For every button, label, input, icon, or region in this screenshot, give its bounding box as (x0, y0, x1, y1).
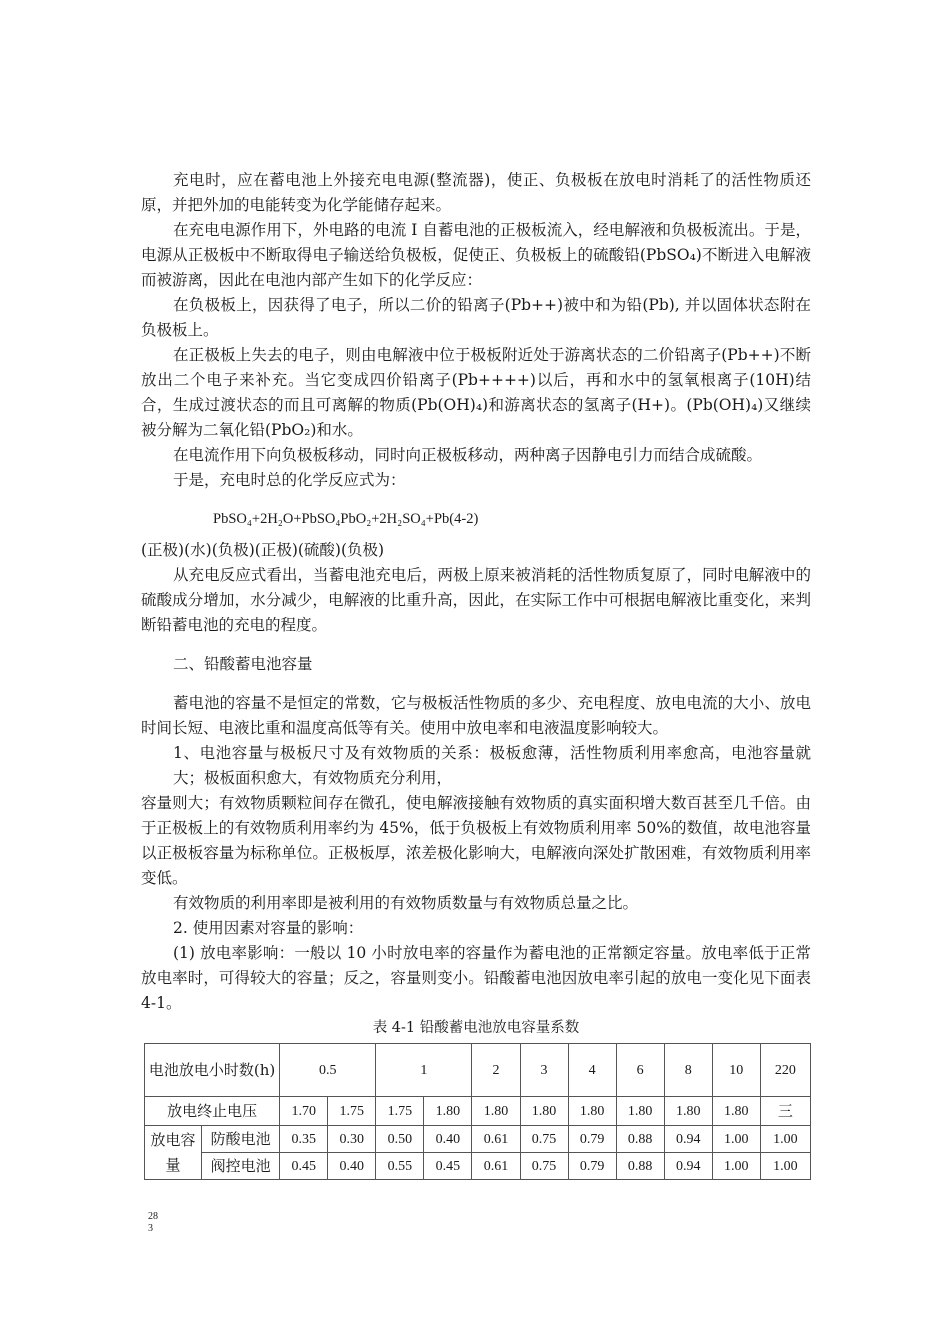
paragraph: (1) 放电率影响：一般以 10 小时放电率的容量作为蓄电池的正常额定容量。放电率低于正常放电率时，可得较大的容量；反之，容量则变小。铅酸蓄电池因放电率引起的放电一变化见下面表 4-1。 (141, 944, 811, 1012)
table-cell: 1.70 (280, 1097, 328, 1126)
table-cell: 0.5 (280, 1044, 376, 1097)
table-cell: 0.75 (520, 1153, 568, 1180)
table-row-label: 阀控电池 (202, 1153, 280, 1180)
table-cell: 0.79 (568, 1153, 616, 1180)
paragraph: 充电时，应在蓄电池上外接充电电源(整流器)，使正、负极板在放电时消耗了的活性物质还原，并把外加的电能转变为化学能储存起来。 (141, 171, 811, 214)
table-cell: 0.35 (280, 1126, 328, 1153)
table-cell: 三 (760, 1097, 810, 1126)
section-heading: 二、铅酸蓄电池容量 (173, 655, 313, 673)
table-cell: 0.45 (424, 1153, 472, 1180)
table-cell: 1.80 (568, 1097, 616, 1126)
paragraph: 在电流作用下向负极板移动，同时向正极板移动，两种离子因静电引力而结合成硫酸。 (173, 446, 763, 464)
table-cell: 1.75 (376, 1097, 424, 1126)
table-row (145, 1097, 811, 1126)
table-cell: 4 (568, 1044, 616, 1097)
table-cell: 0.45 (280, 1153, 328, 1180)
paragraph: 容量则大；有效物质颗粒间存在微孔，使电解液接触有效物质的真实面积增大数百甚至几千倍。由于正极板上的有效物质利用率约为 45%，低于负极板上有效物质利用率 50%的数值，故电池容量以正极板容量为标称单位。正极板厚，浓差极化影响大，电解液向深处扩散困难，有效物质利用率变低。 (141, 794, 811, 887)
table-cell: 10 (712, 1044, 760, 1097)
table-cell: 220 (760, 1044, 810, 1097)
table-row (145, 1126, 811, 1153)
table-cell: 1.75 (328, 1097, 376, 1126)
table-cell: 0.88 (616, 1153, 664, 1180)
paragraph: 1、电池容量与极板尺寸及有效物质的关系：极板愈薄，活性物质利用率愈高，电池容量就大；极板面积愈大，有效物质充分利用， (173, 744, 811, 787)
table-cell: 1 (376, 1044, 472, 1097)
table-cell: 0.30 (328, 1126, 376, 1153)
table-cell: 1.80 (616, 1097, 664, 1126)
table-caption: 表 4-1 铅酸蓄电池放电容量系数 (372, 1020, 580, 1036)
capacity-table (144, 1043, 811, 1180)
table-cell: 2 (472, 1044, 520, 1097)
table-cell: 0.75 (520, 1126, 568, 1153)
table-cell: 6 (616, 1044, 664, 1097)
paragraph: 在充电电源作用下，外电路的电流 I 自蓄电池的正极板流入，经电解液和负极板流出。于是，电源从正极板中不断取得电子输送给负极板，促使正、负极板上的硫酸铅(PbSO₄)不断进入电解液而被游离，因此在电池内部产生如下的化学反应： (141, 221, 811, 289)
table-cell: 1.00 (712, 1153, 760, 1180)
table-header-cell: 放电容量 (145, 1126, 202, 1180)
table-cell: 1.80 (520, 1097, 568, 1126)
paragraph: 蓄电池的容量不是恒定的常数，它与极板活性物质的多少、充电程度、放电电流的大小、放电时间长短、电液比重和温度高低等有关。使用中放电率和电液温度影响较大。 (141, 694, 811, 737)
paragraph: 在正极板上失去的电子，则由电解液中位于极板附近处于游离状态的二价铅离子(Pb++)不断放出二个电子来补充。当它变成四价铅离子(Pb++++)以后，再和水中的氢氧根离子(10H)结合，生成过渡状态的而且可离解的物质(Pb(OH)₄)和游离状态的氢离子(H+)。(Pb(OH)₄)又继续被分解为二氧化铅(PbO₂)和水。 (141, 346, 811, 439)
table-cell: 0.50 (376, 1126, 424, 1153)
table-cell: 3 (520, 1044, 568, 1097)
table-cell: 0.40 (424, 1126, 472, 1153)
table-cell: 1.80 (472, 1097, 520, 1126)
paragraph: 于是，充电时总的化学反应式为： (173, 471, 406, 489)
table-row (145, 1153, 811, 1180)
table-row-label: 防酸电池 (202, 1126, 280, 1153)
table-cell: 0.55 (376, 1153, 424, 1180)
table-cell: 0.88 (616, 1126, 664, 1153)
table-cell: 1.00 (760, 1153, 810, 1180)
table-cell: 1.80 (424, 1097, 472, 1126)
page-body (141, 168, 811, 1180)
paragraph: 2. 使用因素对容量的影响： (173, 919, 364, 937)
table-row (145, 1044, 811, 1097)
table-header-cell: 放电终止电压 (145, 1097, 280, 1126)
table-cell: 1.00 (760, 1126, 810, 1153)
table-cell: 8 (664, 1044, 712, 1097)
table-cell: 1.80 (712, 1097, 760, 1126)
table-cell: 0.61 (472, 1153, 520, 1180)
table-cell: 1.80 (664, 1097, 712, 1126)
chemical-equation: PbSO₄+2H₂O+PbSO₄PbO₂+2H₂SO₄+Pb(4-2) (213, 511, 479, 527)
equation-labels: (正极)(水)(负极)(正极)(硫酸)(负极) (141, 541, 385, 559)
table-cell: 0.61 (472, 1126, 520, 1153)
page-number: 283 (148, 1211, 158, 1234)
table-cell: 0.79 (568, 1126, 616, 1153)
table-cell: 1.00 (712, 1126, 760, 1153)
table-cell: 0.94 (664, 1153, 712, 1180)
paragraph: 在负极板上，因获得了电子，所以二价的铅离子(Pb++)被中和为铅(Pb), 并以固体状态附在负极板上。 (141, 296, 811, 339)
table-cell: 0.40 (328, 1153, 376, 1180)
table-cell: 0.94 (664, 1126, 712, 1153)
paragraph: 有效物质的利用率即是被利用的有效物质数量与有效物质总量之比。 (173, 894, 639, 912)
paragraph: 从充电反应式看出，当蓄电池充电后，两极上原来被消耗的活性物质复原了，同时电解液中的硫酸成分增加，水分减少，电解液的比重升高，因此，在实际工作中可根据电解液比重变化，来判断铅蓄电池的充电的程度。 (141, 566, 811, 634)
table-header-cell: 电池放电小时数(h) (145, 1044, 280, 1097)
